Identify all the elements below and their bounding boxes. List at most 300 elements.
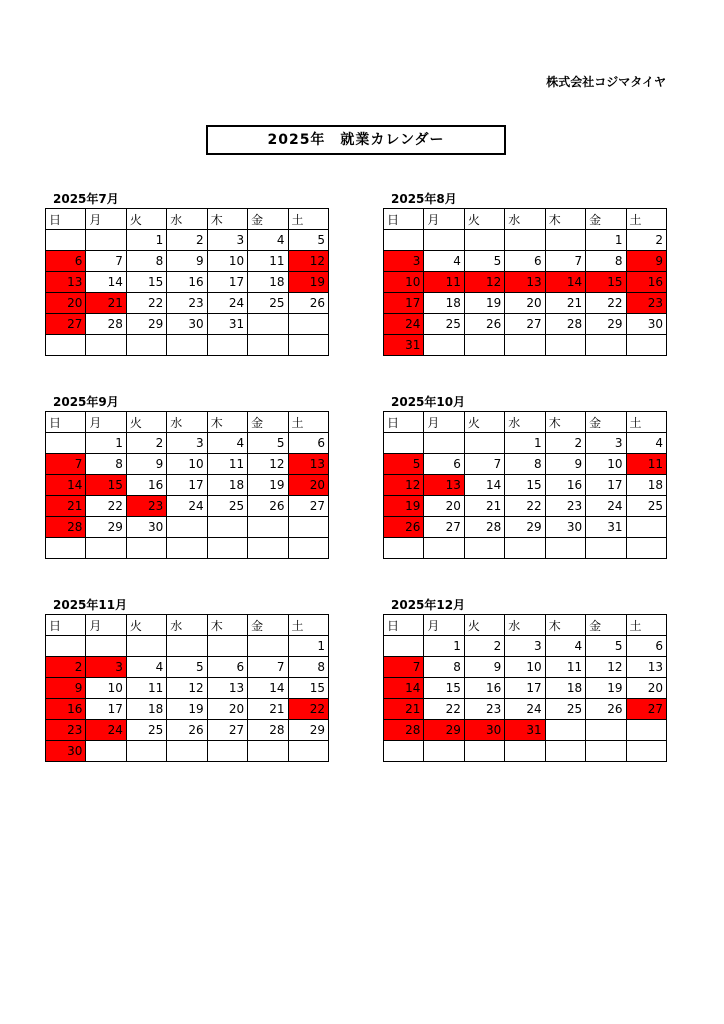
empty-cell [248,636,288,657]
holiday-day-cell: 16 [626,272,666,293]
weekday-header: 水 [505,412,545,433]
week-row [384,433,667,454]
day-cell: 10 [505,657,545,678]
weekday-header: 金 [586,209,626,230]
week-row [46,230,329,251]
calendar-grid [383,208,667,356]
day-cell: 6 [424,454,464,475]
day-cell: 4 [626,433,666,454]
day-cell: 8 [86,454,126,475]
day-cell: 20 [505,293,545,314]
calendar-grid [45,208,329,356]
day-cell: 24 [167,496,207,517]
day-cell: 7 [545,251,585,272]
holiday-day-cell: 10 [384,272,424,293]
empty-cell [384,433,424,454]
month-calendar-july [45,190,329,356]
weekday-header: 土 [288,412,328,433]
weekday-header: 日 [46,615,86,636]
day-cell: 8 [288,657,328,678]
weekday-header: 金 [248,412,288,433]
holiday-day-cell: 7 [384,657,424,678]
day-cell: 22 [424,699,464,720]
weekday-header: 木 [207,615,247,636]
day-cell: 11 [248,251,288,272]
day-cell: 29 [126,314,166,335]
week-row [46,251,329,272]
calendar-grid [383,614,667,762]
day-cell: 16 [464,678,504,699]
empty-cell [86,335,126,356]
empty-cell [46,433,86,454]
empty-cell [248,517,288,538]
day-cell: 14 [248,678,288,699]
day-cell: 29 [288,720,328,741]
weekday-header: 火 [464,615,504,636]
day-cell: 20 [207,699,247,720]
empty-cell [126,636,166,657]
day-cell: 1 [505,433,545,454]
empty-cell [626,335,666,356]
day-cell: 15 [505,475,545,496]
day-cell: 26 [167,720,207,741]
month-label: 2025年9月 [53,395,119,409]
day-cell: 16 [126,475,166,496]
month-label: 2025年11月 [53,598,128,612]
empty-cell [626,517,666,538]
empty-cell [126,335,166,356]
weekday-header: 火 [126,615,166,636]
week-row [384,636,667,657]
day-cell: 4 [207,433,247,454]
empty-cell [626,741,666,762]
weekday-header: 火 [464,209,504,230]
empty-cell [288,335,328,356]
week-row [46,475,329,496]
day-cell: 18 [626,475,666,496]
holiday-day-cell: 23 [126,496,166,517]
holiday-day-cell: 23 [626,293,666,314]
empty-cell [505,538,545,559]
day-cell: 31 [586,517,626,538]
day-cell: 28 [248,720,288,741]
day-cell: 12 [167,678,207,699]
week-row [46,657,329,678]
day-cell: 31 [207,314,247,335]
week-row [384,475,667,496]
holiday-day-cell: 27 [46,314,86,335]
month-label: 2025年7月 [53,192,119,206]
day-cell: 4 [545,636,585,657]
day-cell: 13 [207,678,247,699]
day-cell: 25 [248,293,288,314]
day-cell: 12 [586,657,626,678]
day-cell: 15 [288,678,328,699]
day-cell: 8 [505,454,545,475]
empty-cell [505,335,545,356]
empty-cell [505,741,545,762]
day-cell: 18 [424,293,464,314]
day-cell: 28 [545,314,585,335]
empty-cell [545,741,585,762]
holiday-day-cell: 31 [384,335,424,356]
day-cell: 15 [126,272,166,293]
day-cell: 24 [505,699,545,720]
empty-cell [46,538,86,559]
empty-cell [464,433,504,454]
empty-cell [545,335,585,356]
holiday-day-cell: 22 [288,699,328,720]
weekday-header: 木 [545,615,585,636]
day-cell: 23 [545,496,585,517]
day-cell: 22 [126,293,166,314]
day-cell: 19 [167,699,207,720]
day-cell: 14 [86,272,126,293]
week-row [384,720,667,741]
day-cell: 3 [207,230,247,251]
holiday-day-cell: 12 [288,251,328,272]
week-row [384,657,667,678]
empty-cell [424,433,464,454]
day-cell: 11 [126,678,166,699]
weekday-header-row [384,209,667,230]
day-cell: 18 [126,699,166,720]
empty-cell [288,517,328,538]
day-cell: 1 [86,433,126,454]
weekday-header-row [46,412,329,433]
holiday-day-cell: 30 [46,741,86,762]
empty-cell [424,230,464,251]
week-row [384,230,667,251]
weekday-header: 火 [126,412,166,433]
day-cell: 16 [545,475,585,496]
holiday-day-cell: 12 [464,272,504,293]
day-cell: 9 [545,454,585,475]
day-cell: 7 [248,657,288,678]
day-cell: 2 [126,433,166,454]
holiday-day-cell: 23 [46,720,86,741]
weekday-header: 月 [86,209,126,230]
holiday-day-cell: 19 [288,272,328,293]
day-cell: 7 [86,251,126,272]
holiday-day-cell: 15 [86,475,126,496]
day-cell: 30 [167,314,207,335]
day-cell: 7 [464,454,504,475]
week-row [46,496,329,517]
holiday-day-cell: 11 [424,272,464,293]
day-cell: 9 [126,454,166,475]
weekday-header: 土 [626,615,666,636]
empty-cell [86,538,126,559]
week-row [46,272,329,293]
week-row [46,678,329,699]
day-cell: 12 [248,454,288,475]
day-cell: 24 [586,496,626,517]
day-cell: 25 [126,720,166,741]
holiday-day-cell: 24 [86,720,126,741]
empty-cell [248,538,288,559]
empty-cell [384,636,424,657]
day-cell: 21 [545,293,585,314]
week-row [46,454,329,475]
weekday-header: 火 [464,412,504,433]
month-calendar-december [383,596,667,762]
day-cell: 3 [167,433,207,454]
empty-cell [207,517,247,538]
empty-cell [248,741,288,762]
weekday-header: 火 [126,209,166,230]
day-cell: 5 [248,433,288,454]
weekday-header: 木 [545,209,585,230]
holiday-day-cell: 27 [626,699,666,720]
weekday-header: 日 [46,412,86,433]
day-cell: 24 [207,293,247,314]
empty-cell [86,230,126,251]
week-row [384,741,667,762]
weekday-header: 水 [167,412,207,433]
empty-cell [46,335,86,356]
holiday-day-cell: 13 [424,475,464,496]
holiday-day-cell: 15 [586,272,626,293]
day-cell: 10 [207,251,247,272]
day-cell: 5 [167,657,207,678]
holiday-day-cell: 7 [46,454,86,475]
day-cell: 14 [464,475,504,496]
day-cell: 6 [288,433,328,454]
day-cell: 23 [464,699,504,720]
holiday-day-cell: 20 [46,293,86,314]
calendar-grid [383,411,667,559]
day-cell: 20 [424,496,464,517]
day-cell: 30 [126,517,166,538]
empty-cell [586,741,626,762]
month-calendar-october [383,393,667,559]
weekday-header-row [46,209,329,230]
empty-cell [505,230,545,251]
week-row [46,538,329,559]
day-cell: 27 [207,720,247,741]
day-cell: 30 [545,517,585,538]
day-cell: 6 [505,251,545,272]
holiday-day-cell: 9 [626,251,666,272]
week-row [384,496,667,517]
day-cell: 25 [545,699,585,720]
day-cell: 26 [586,699,626,720]
weekday-header: 金 [586,615,626,636]
empty-cell [464,538,504,559]
weekday-header: 月 [424,615,464,636]
weekday-header: 土 [288,615,328,636]
day-cell: 5 [586,636,626,657]
weekday-header: 木 [207,209,247,230]
week-row [384,538,667,559]
day-cell: 29 [586,314,626,335]
empty-cell [545,720,585,741]
day-cell: 10 [586,454,626,475]
day-cell: 18 [545,678,585,699]
day-cell: 26 [288,293,328,314]
empty-cell [384,741,424,762]
weekday-header: 土 [288,209,328,230]
day-cell: 25 [207,496,247,517]
holiday-day-cell: 14 [46,475,86,496]
holiday-day-cell: 3 [384,251,424,272]
holiday-day-cell: 13 [505,272,545,293]
empty-cell [207,335,247,356]
week-row [46,314,329,335]
weekday-header: 木 [207,412,247,433]
week-row [46,720,329,741]
day-cell: 3 [586,433,626,454]
holiday-day-cell: 21 [46,496,86,517]
holiday-day-cell: 16 [46,699,86,720]
day-cell: 26 [464,314,504,335]
holiday-day-cell: 2 [46,657,86,678]
empty-cell [464,230,504,251]
empty-cell [86,636,126,657]
day-cell: 19 [248,475,288,496]
holiday-day-cell: 28 [46,517,86,538]
day-cell: 23 [167,293,207,314]
weekday-header: 月 [424,412,464,433]
week-row [46,517,329,538]
weekday-header: 金 [248,209,288,230]
week-row [384,517,667,538]
week-row [46,699,329,720]
week-row [384,454,667,475]
day-cell: 17 [86,699,126,720]
empty-cell [248,335,288,356]
week-row [46,741,329,762]
holiday-day-cell: 14 [545,272,585,293]
day-cell: 9 [464,657,504,678]
day-cell: 17 [586,475,626,496]
empty-cell [207,741,247,762]
empty-cell [167,636,207,657]
holiday-day-cell: 13 [46,272,86,293]
weekday-header: 水 [505,209,545,230]
weekday-header: 日 [384,615,424,636]
empty-cell [167,335,207,356]
day-cell: 2 [545,433,585,454]
day-cell: 8 [126,251,166,272]
empty-cell [126,741,166,762]
weekday-header: 木 [545,412,585,433]
month-label: 2025年10月 [391,395,466,409]
day-cell: 21 [464,496,504,517]
empty-cell [464,741,504,762]
weekday-header: 月 [86,412,126,433]
day-cell: 28 [86,314,126,335]
week-row [384,314,667,335]
empty-cell [586,335,626,356]
empty-cell [126,538,166,559]
day-cell: 19 [464,293,504,314]
day-cell: 10 [86,678,126,699]
day-cell: 8 [586,251,626,272]
day-cell: 16 [167,272,207,293]
holiday-day-cell: 12 [384,475,424,496]
holiday-day-cell: 21 [384,699,424,720]
empty-cell [384,230,424,251]
week-row [384,335,667,356]
day-cell: 4 [424,251,464,272]
empty-cell [586,720,626,741]
day-cell: 10 [167,454,207,475]
calendar-grid [45,614,329,762]
day-cell: 1 [424,636,464,657]
holiday-day-cell: 5 [384,454,424,475]
day-cell: 30 [626,314,666,335]
empty-cell [167,741,207,762]
day-cell: 3 [505,636,545,657]
day-cell: 29 [86,517,126,538]
day-cell: 17 [505,678,545,699]
day-cell: 25 [626,496,666,517]
weekday-header: 土 [626,209,666,230]
week-row [384,272,667,293]
day-cell: 29 [505,517,545,538]
day-cell: 28 [464,517,504,538]
day-cell: 20 [626,678,666,699]
weekday-header: 月 [86,615,126,636]
empty-cell [424,741,464,762]
weekday-header: 月 [424,209,464,230]
empty-cell [626,538,666,559]
holiday-day-cell: 31 [505,720,545,741]
day-cell: 27 [424,517,464,538]
empty-cell [248,314,288,335]
day-cell: 22 [505,496,545,517]
company-name: 株式会社コジマタイヤ [546,75,666,89]
empty-cell [86,741,126,762]
empty-cell [288,538,328,559]
weekday-header: 日 [384,412,424,433]
week-row [46,293,329,314]
day-cell: 13 [626,657,666,678]
week-row [46,636,329,657]
weekday-header-row [384,412,667,433]
day-cell: 1 [586,230,626,251]
holiday-day-cell: 21 [86,293,126,314]
holiday-day-cell: 11 [626,454,666,475]
day-cell: 15 [424,678,464,699]
empty-cell [288,741,328,762]
empty-cell [207,538,247,559]
month-label: 2025年8月 [391,192,457,206]
day-cell: 8 [424,657,464,678]
holiday-day-cell: 24 [384,314,424,335]
holiday-day-cell: 30 [464,720,504,741]
holiday-day-cell: 29 [424,720,464,741]
day-cell: 2 [167,230,207,251]
month-calendar-september [45,393,329,559]
empty-cell [384,538,424,559]
day-cell: 21 [248,699,288,720]
holiday-day-cell: 20 [288,475,328,496]
weekday-header: 土 [626,412,666,433]
empty-cell [586,538,626,559]
day-cell: 2 [626,230,666,251]
empty-cell [424,538,464,559]
day-cell: 22 [86,496,126,517]
weekday-header-row [46,615,329,636]
day-cell: 11 [207,454,247,475]
week-row [384,678,667,699]
weekday-header: 水 [167,209,207,230]
day-cell: 11 [545,657,585,678]
holiday-day-cell: 14 [384,678,424,699]
